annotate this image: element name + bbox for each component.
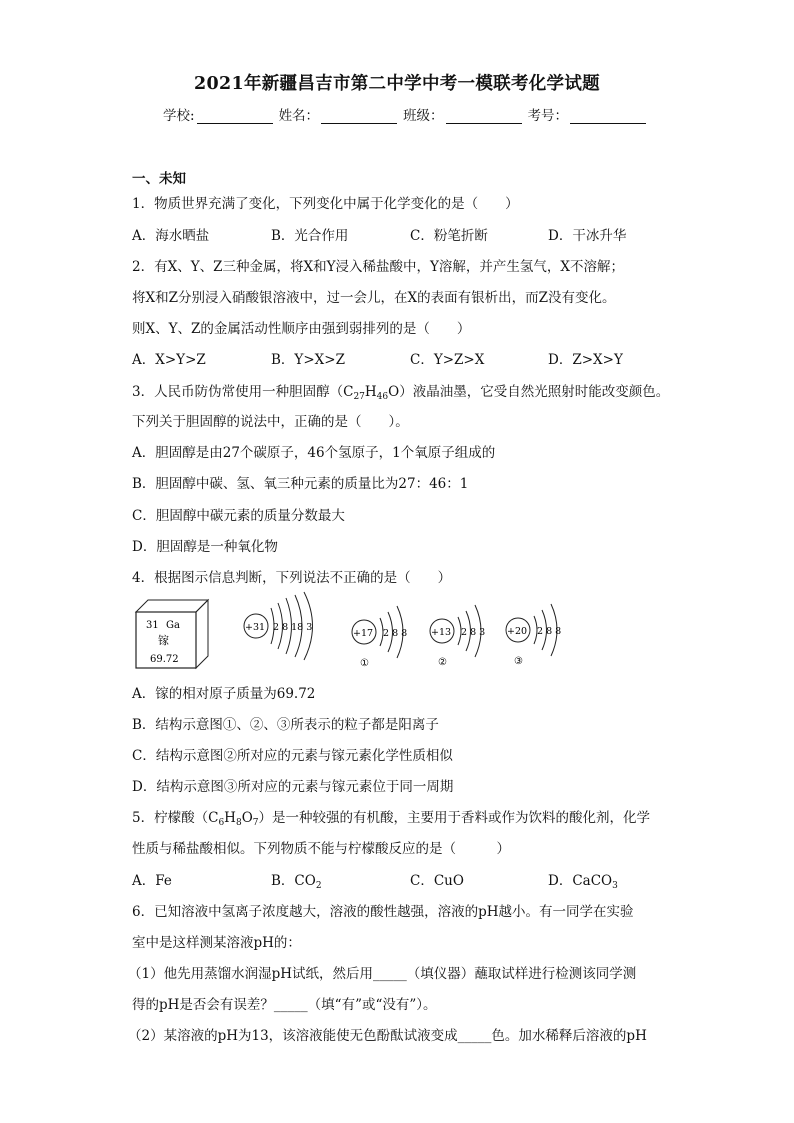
q4-option-c[interactable]: C．结构示意图②所对应的元素与镓元素化学性质相似 [132,748,453,764]
q5-option-b-text: B．CO [271,873,316,889]
atom-1-label: ① [360,658,369,669]
q3-line-1 [132,380,669,402]
atom-2-electron-shells: 2 8 3 [461,627,486,638]
class-label: 班级： [403,108,444,124]
exam-number-blank[interactable] [570,109,646,124]
q6-line-3: （1）他先用蒸馏水润湿pH试纸，然后用_____（填仪器）蘸取试样进行检测该同学测 [128,966,637,982]
q5-option-b[interactable] [271,869,322,891]
q3-line-2: 下列关于胆固醇的说法中，正确的是（ ）。 [132,414,409,430]
atom-1-nucleus: +17 [353,628,374,639]
q3-line-1-pre: 3．人民币防伪常使用一种胆固醇（ [132,384,344,400]
q2-line-1: 2．有X、Y、Z三种金属，将X和Y浸入稀盐酸中，Y溶解，并产生氢气，X不溶解； [132,259,625,275]
q4-stem: 4．根据图示信息判断，下列说法不正确的是（ ） [132,570,452,586]
q3-option-a[interactable]: A．胆固醇是由27个碳原子，46个氢原子，1个氧原子组成的 [132,445,496,461]
q2-option-a[interactable]: A．X>Y>Z [132,352,206,368]
q4-option-d[interactable]: D．结构示意图③所对应的元素与镓元素位于同一周期 [132,779,454,795]
q5-option-d[interactable] [548,869,618,891]
q5-option-b-sub: 2 [315,881,322,891]
q5-formula-o: O [241,810,253,826]
formula-o: O [388,384,400,400]
q5-option-c[interactable]: C．CuO [410,873,464,889]
q5-line-2: 性质与稀盐酸相似。下列物质不能与柠檬酸反应的是（ ） [132,841,510,857]
school-label: 学校: [163,108,195,124]
q3-option-d[interactable]: D．胆固醇是一种氧化物 [132,539,278,555]
q1-option-a[interactable]: A．海水晒盐 [132,228,210,244]
q5-line-1 [132,806,650,828]
q3-option-c[interactable]: C．胆固醇中碳元素的质量分数最大 [132,508,345,524]
atom-2-diagram [430,605,485,668]
q5-option-d-sub: 3 [612,881,618,891]
q5-formula-c: C [208,810,219,826]
student-info-row [163,104,652,124]
q6-line-5: （2）某溶液的pH为13，该溶液能使无色酚酞试液变成_____色。加水稀释后溶液的pH [128,1028,647,1044]
formula-h-sub: 46 [376,392,389,402]
q5-line-1-pre: 5．柠檬酸（ [132,810,209,826]
formula-c: C [343,384,354,400]
q5-option-d-text: D．CaCO [548,873,613,889]
section-heading: 一、未知 [132,171,186,187]
q4-option-b[interactable]: B．结构示意图①、②、③所表示的粒子都是阳离子 [132,717,439,733]
q2-option-d[interactable]: D．Z>X>Y [548,352,623,368]
q2-option-c[interactable]: C．Y>Z>X [410,352,485,368]
q6-line-4: 得的pH是否会有误差？_____（填“有”或“没有”）。 [132,997,437,1013]
formula-c-sub: 27 [353,392,365,402]
element-atomic-number: 31 [146,620,159,631]
q5-formula-o-sub: 7 [252,818,259,828]
element-name: 镓 [158,634,169,647]
q1-option-c[interactable]: C．粉笔折断 [410,228,488,244]
formula-h: H [364,384,377,400]
periodic-cell [136,600,208,668]
q3-line-1-post: ）液晶油墨，它受自然光照射时能改变颜色。 [399,384,670,400]
atom-1-diagram [352,606,407,669]
q4-option-a[interactable]: A．镓的相对原子质量为69.72 [132,686,316,702]
atom-3-label: ③ [514,656,523,667]
atom-1-electron-shells: 2 8 8 [383,628,408,639]
q2-line-2: 将X和Z分别浸入硝酸银溶液中，过一会儿，在X的表面有银析出，而Z没有变化。 [132,290,616,306]
name-label: 姓名： [278,108,320,124]
gallium-electron-shells: 2 8 18 3 [273,622,313,633]
atom-3-diagram [506,604,561,667]
atom-2-label: ② [438,657,447,668]
q1-option-b[interactable]: B．光合作用 [271,228,349,244]
atom-2-nucleus: +13 [431,627,452,638]
element-symbol: Ga [166,620,180,631]
q5-formula-h-sub: 8 [235,818,242,828]
q2-line-3: 则X、Y、Z的金属活动性顺序由强到弱排列的是（ ） [132,321,471,337]
class-blank[interactable] [446,109,522,124]
school-blank[interactable] [197,109,273,124]
atom-structure-figure [132,590,672,670]
element-atomic-mass: 69.72 [150,654,179,665]
atom-3-nucleus: +20 [507,626,528,637]
q5-line-1-post: ）是一种较强的有机酸，主要用于香料或作为饮料的酸化剂，化学 [258,810,650,826]
q3-option-b[interactable]: B．胆固醇中碳、氢、氧三种元素的质量比为27：46：1 [132,476,469,492]
name-blank[interactable] [321,109,397,124]
gallium-atom-diagram [244,592,313,660]
q5-option-a[interactable]: A．Fe [132,873,172,889]
q5-formula-h: H [224,810,236,826]
q2-option-b[interactable]: B．Y>X>Z [271,352,345,368]
exam-title: 2021年新疆昌吉市第二中学中考一模联考化学试题 [194,74,600,94]
gallium-nucleus: +31 [245,622,266,633]
atom-3-electron-shells: 2 8 8 [537,626,562,637]
q1-option-d[interactable]: D．干冰升华 [548,228,627,244]
q6-line-2: 室中是这样测某溶液pH的： [132,935,301,951]
q5-formula-c-sub: 6 [218,818,225,828]
exam-number-label: 考号： [527,108,569,124]
q1-stem: 1．物质世界充满了变化，下列变化中属于化学变化的是（ ） [132,196,519,212]
q6-line-1: 6．已知溶液中氢离子浓度越大，溶液的酸性越强，溶液的pH越小。有一同学在实验 [132,904,634,920]
